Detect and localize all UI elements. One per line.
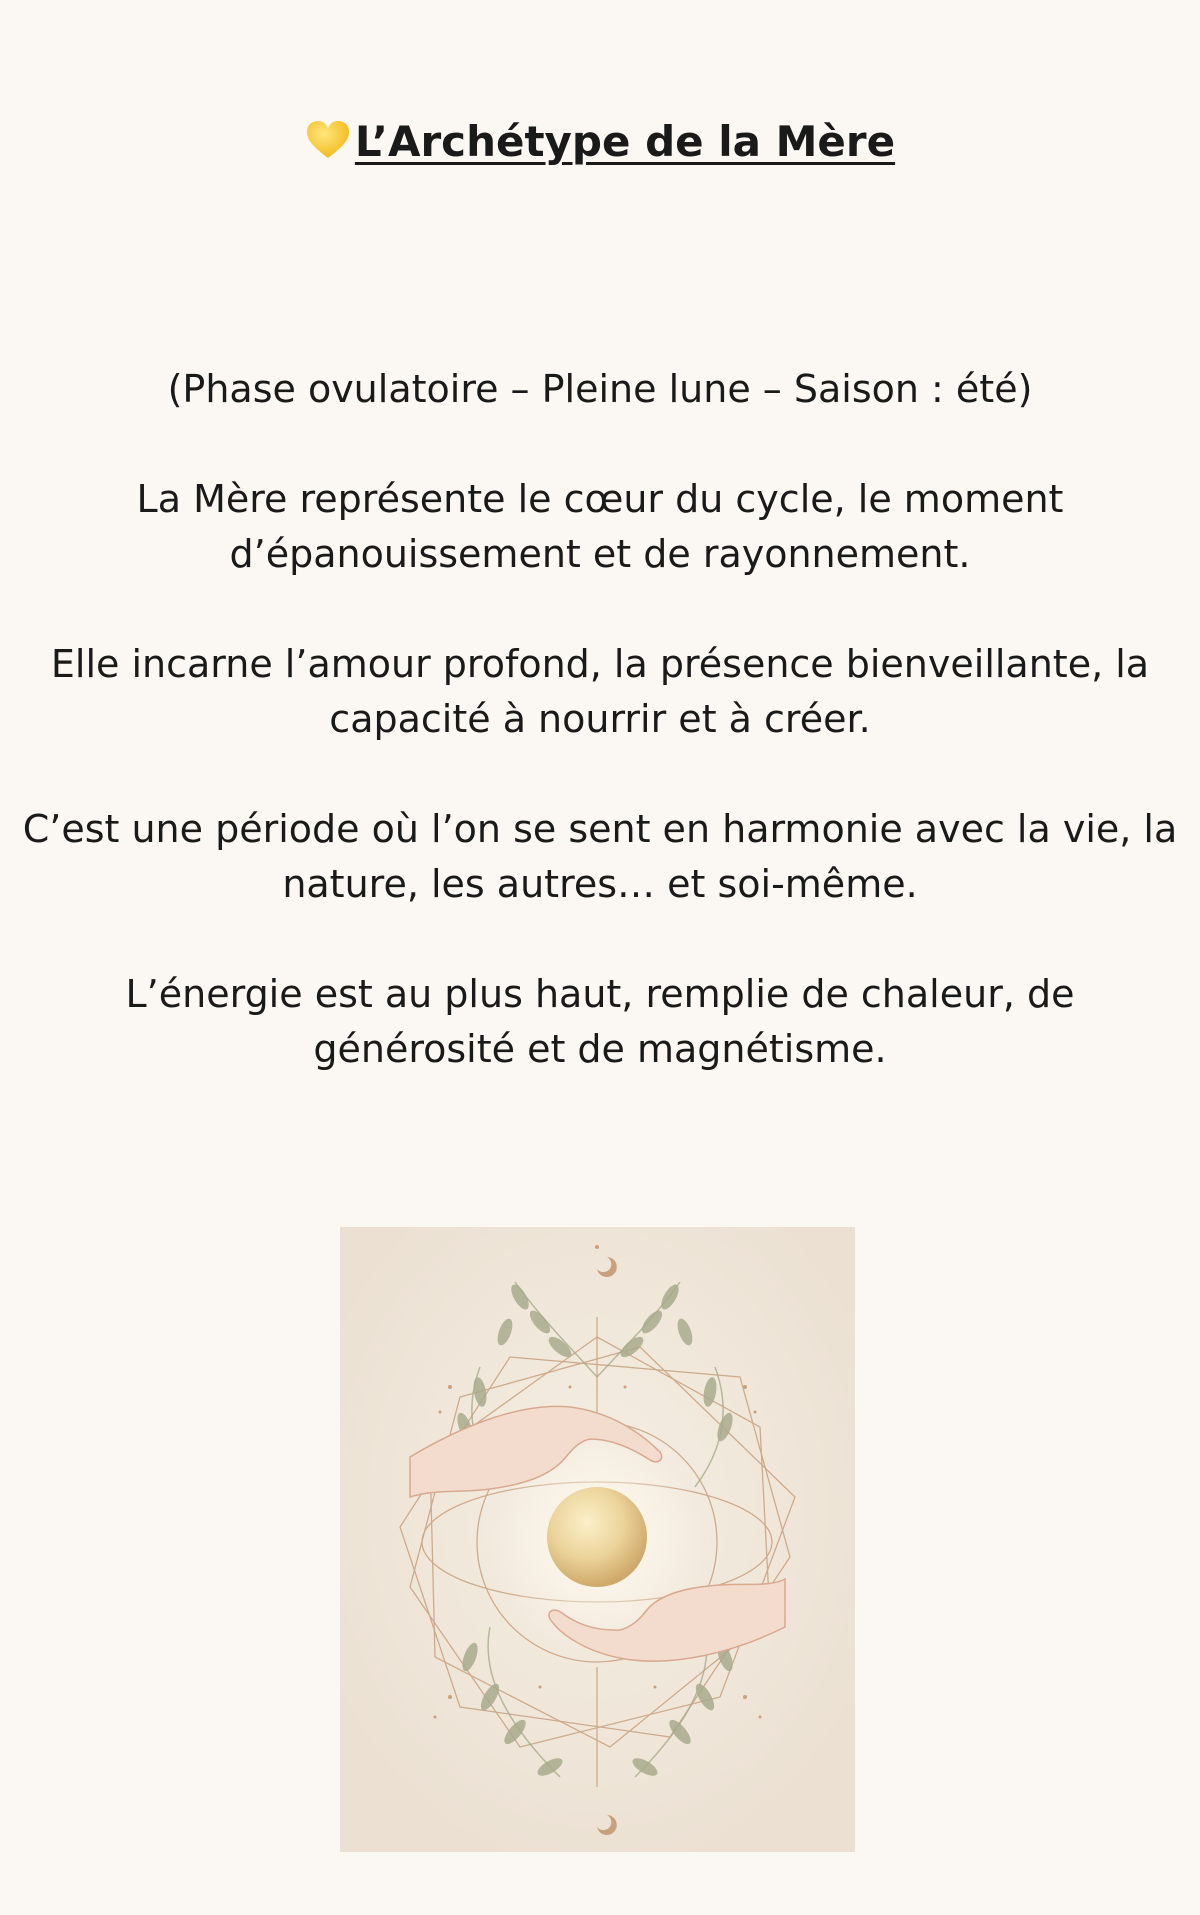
paragraph-harmony: C’est une période où l’on se sent en harmonie avec la vie, la nature, les autres… et soi-même.	[22, 807, 1178, 906]
paragraph-energy: L’énergie est au plus haut, remplie de chaleur, de générosité et de magnétisme.	[125, 972, 1075, 1071]
body-text	[0, 362, 1200, 1132]
hands-holding-golden-orb-image	[340, 1227, 855, 1852]
page-title	[0, 117, 1200, 166]
paragraph-heart-of-cycle: La Mère représente le cœur du cycle, le moment d’épanouissement et de rayonnement.	[136, 477, 1064, 576]
yellow-heart-icon	[305, 120, 351, 160]
paragraph-phase: (Phase ovulatoire – Pleine lune – Saison : été)	[167, 367, 1033, 411]
paragraph-love: Elle incarne l’amour profond, la présence bienveillante, la capacité à nourrir et à créer.	[50, 642, 1150, 741]
page-title-text: L’Archétype de la Mère	[354, 117, 896, 166]
